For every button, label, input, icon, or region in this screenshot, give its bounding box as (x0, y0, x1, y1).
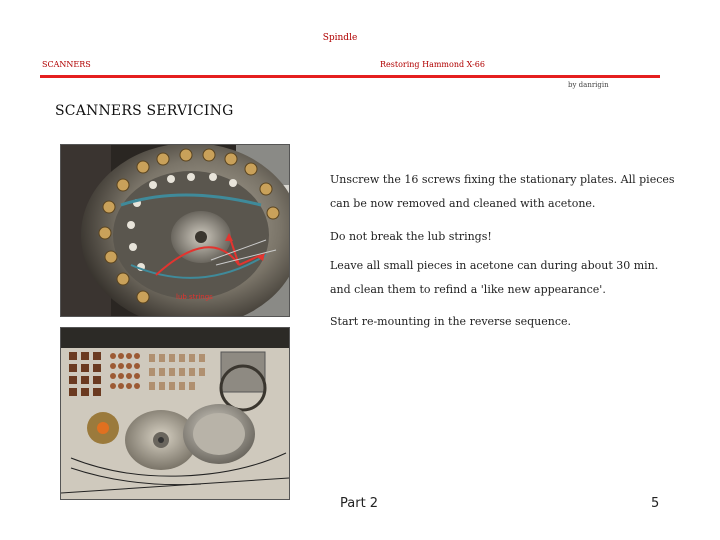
lub-strings-label: lub strings (176, 293, 213, 301)
header-divider (40, 75, 660, 78)
scanner-photo-top (60, 144, 290, 317)
title-link-restoring[interactable]: Restoring Hammond X-66 (380, 60, 485, 69)
instruction-paragraph-3: Leave all small pieces in acetone can during about 30 min. and clean them to refind a 'like new appearance'. (330, 259, 659, 296)
section-link-scanners[interactable]: SCANNERS (42, 60, 91, 69)
parts-photo-bottom (60, 327, 290, 500)
author-byline: by danrigin (568, 81, 609, 89)
instruction-paragraph-1: Unscrew the 16 screws fixing the stationary plates. All pieces can be now removed and cleaned with acetone. (330, 173, 675, 210)
page-title: SCANNERS SERVICING (55, 103, 234, 119)
instruction-paragraph-4: Start re-mounting in the reverse sequence. (330, 315, 572, 328)
top-nav-link-spindle[interactable]: Spindle (322, 33, 358, 43)
page-number: 5 (651, 496, 660, 511)
instruction-paragraph-2: Do not break the lub strings! (330, 230, 492, 243)
footer-part-label: Part 2 (340, 496, 379, 511)
